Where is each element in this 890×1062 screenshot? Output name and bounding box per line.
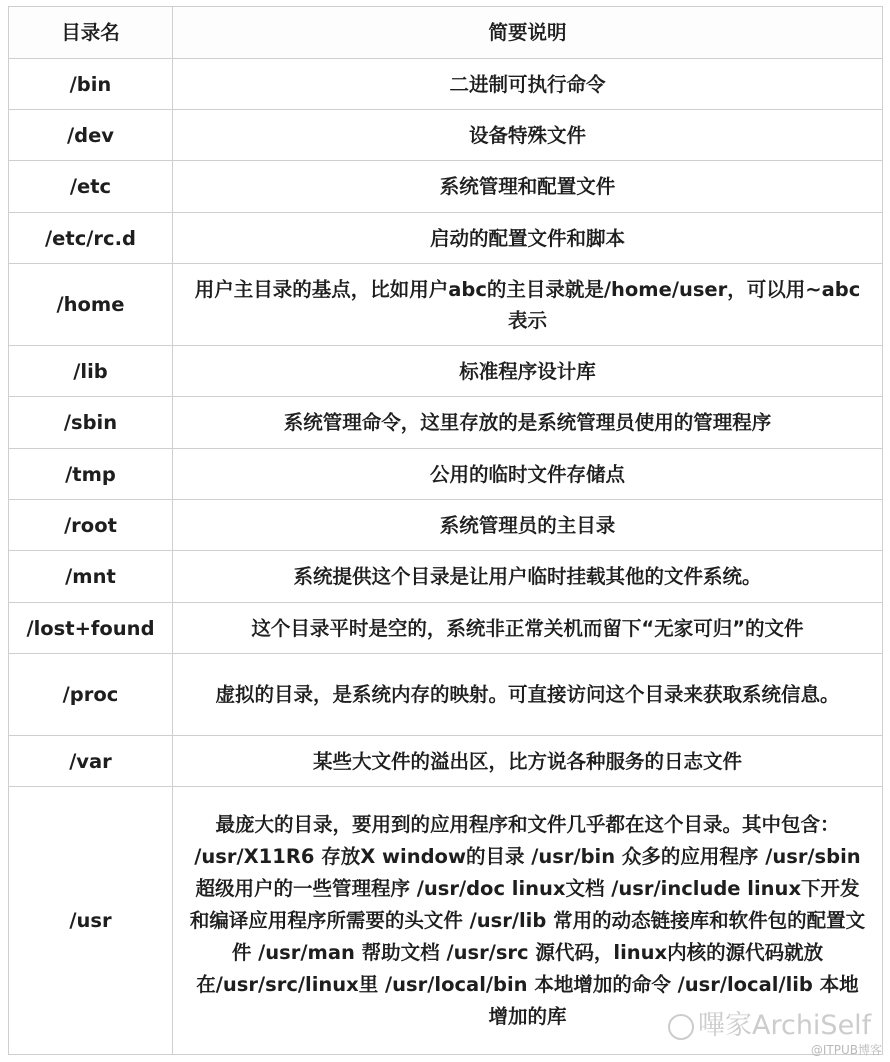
desc-cell: 系统提供这个目录是让用户临时挂载其他的文件系统。 bbox=[173, 551, 883, 603]
table-row bbox=[9, 264, 883, 346]
dir-cell: /mnt bbox=[9, 551, 173, 603]
table-row bbox=[9, 397, 883, 449]
desc-cell: 用户主目录的基点，比如用户abc的主目录就是/home/user，可以用~abc表示 bbox=[173, 264, 883, 346]
desc-cell: 这个目录平时是空的，系统非正常关机而留下“无家可归”的文件 bbox=[173, 603, 883, 654]
dir-cell: /sbin bbox=[9, 397, 173, 449]
desc-cell: 标准程序设计库 bbox=[173, 346, 883, 397]
desc-cell: 系统管理命令，这里存放的是系统管理员使用的管理程序 bbox=[173, 397, 883, 449]
table-header-row bbox=[9, 7, 883, 59]
desc-cell: 公用的临时文件存储点 bbox=[173, 449, 883, 500]
table-row bbox=[9, 110, 883, 161]
chat-bubble-icon bbox=[668, 1014, 694, 1040]
header-desc: 简要说明 bbox=[173, 7, 883, 59]
table-row bbox=[9, 59, 883, 110]
table-row bbox=[9, 213, 883, 264]
desc-cell: 启动的配置文件和脚本 bbox=[173, 213, 883, 264]
desc-cell: 系统管理和配置文件 bbox=[173, 161, 883, 213]
watermark-brand: 嗶家ArchiSelf bbox=[668, 1003, 871, 1042]
dir-cell: /usr bbox=[9, 787, 173, 1055]
table-row bbox=[9, 603, 883, 654]
header-dir: 目录名 bbox=[9, 7, 173, 59]
directory-table bbox=[8, 6, 883, 1055]
desc-cell: 某些大文件的溢出区，比方说各种服务的日志文件 bbox=[173, 736, 883, 787]
dir-cell: /root bbox=[9, 500, 173, 551]
watermark-site: @ITPUB博客 bbox=[810, 1043, 882, 1057]
dir-cell: /lost+found bbox=[9, 603, 173, 654]
dir-cell: /etc/rc.d bbox=[9, 213, 173, 264]
desc-cell: 二进制可执行命令 bbox=[173, 59, 883, 110]
dir-cell: /tmp bbox=[9, 449, 173, 500]
table-row bbox=[9, 654, 883, 736]
dir-cell: /etc bbox=[9, 161, 173, 213]
dir-cell: /proc bbox=[9, 654, 173, 736]
dir-cell: /dev bbox=[9, 110, 173, 161]
dir-cell: /var bbox=[9, 736, 173, 787]
table-row bbox=[9, 161, 883, 213]
dir-cell: /bin bbox=[9, 59, 173, 110]
table-row bbox=[9, 551, 883, 603]
desc-cell: 最庞大的目录，要用到的应用程序和文件几乎都在这个目录。其中包含： /usr/X11R6 存放X window的目录 /usr/bin 众多的应用程序 /usr/sbin 超级用户的一些管理程序 /usr/doc linux文档 /usr/include linux下开发和编译应用程序所需要的头文件 /usr/lib 常用的动态链接库和软件包的配置文件 /usr/man 帮助文档 /usr/src 源代码，linux内核的源代码就放在/usr/src/linux里 /usr/local/bin 本地增加的命令 /usr/local/lib 本地增加的库 bbox=[173, 787, 883, 1055]
dir-cell: /lib bbox=[9, 346, 173, 397]
desc-cell: 设备特殊文件 bbox=[173, 110, 883, 161]
table-row bbox=[9, 449, 883, 500]
table-row bbox=[9, 736, 883, 787]
desc-cell: 系统管理员的主目录 bbox=[173, 500, 883, 551]
table-row bbox=[9, 346, 883, 397]
desc-cell: 虚拟的目录，是系统内存的映射。可直接访问这个目录来获取系统信息。 bbox=[173, 654, 883, 736]
table-row bbox=[9, 500, 883, 551]
dir-cell: /home bbox=[9, 264, 173, 346]
